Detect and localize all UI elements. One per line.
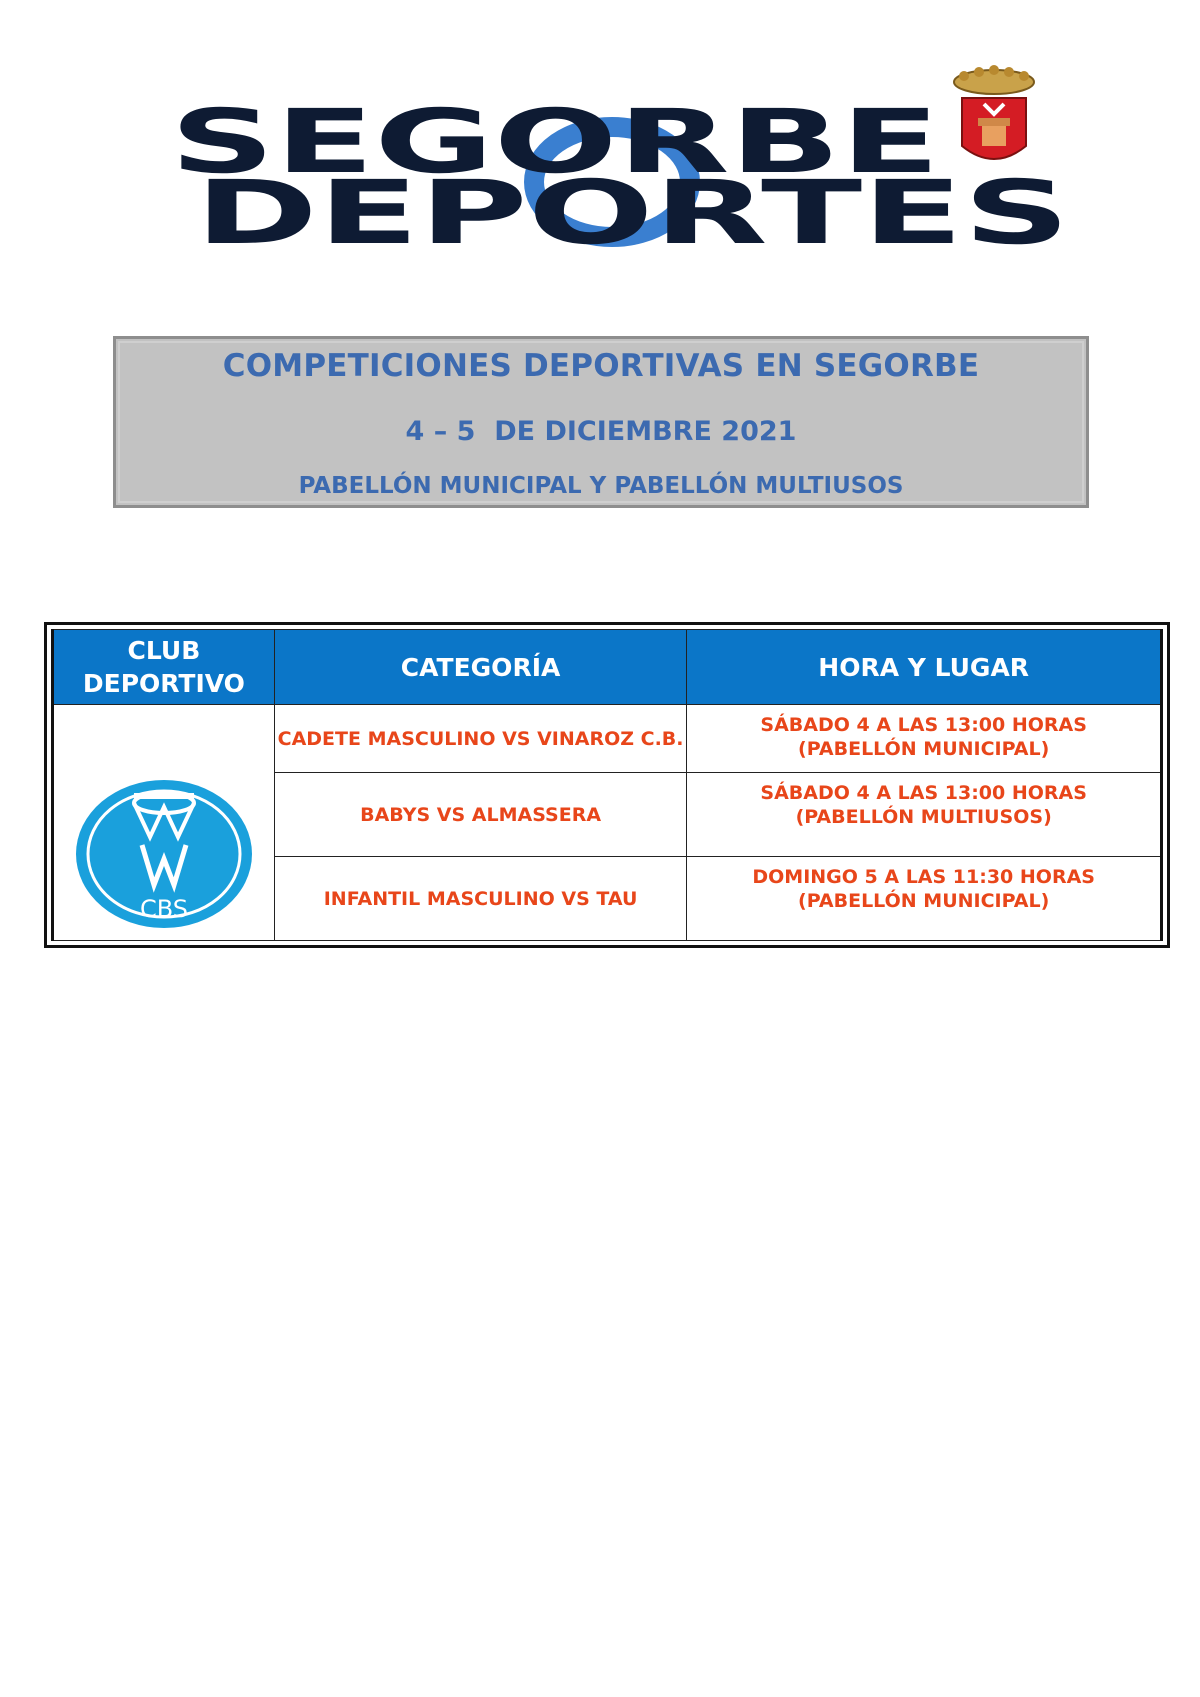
club-logo-cell xyxy=(53,705,275,941)
table-header-row xyxy=(53,630,1162,705)
place-text: (PABELLÓN MUNICIPAL) xyxy=(798,738,1050,760)
schedule-table xyxy=(51,629,1163,941)
event-title-box xyxy=(113,336,1089,508)
logo-line2: DEPORTES xyxy=(195,161,1070,250)
basketball-club-logo-icon xyxy=(72,777,256,931)
category-cell: BABYS VS ALMASSERA xyxy=(274,773,687,857)
time-place-cell xyxy=(687,857,1162,941)
time-text: SÁBADO 4 A LAS 13:00 HORAS xyxy=(760,714,1087,736)
schedule-table-frame xyxy=(44,622,1170,948)
place-text: (PABELLÓN MUNICIPAL) xyxy=(798,890,1050,913)
segorbe-deportes-logo xyxy=(160,60,1090,250)
coat-of-arms-icon xyxy=(954,65,1034,159)
column-header-time-place: HORA Y LUGAR xyxy=(687,630,1162,705)
column-header-category: CATEGORÍA xyxy=(274,630,687,705)
time-place-cell xyxy=(687,773,1162,857)
club-logo-text: CBS xyxy=(139,894,188,923)
place-text: (PABELLÓN MULTIUSOS) xyxy=(795,806,1052,829)
time-place-cell xyxy=(687,705,1162,773)
event-venues: PABELLÓN MUNICIPAL Y PABELLÓN MULTIUSOS xyxy=(298,473,904,499)
time-text: DOMINGO 5 A LAS 11:30 HORAS xyxy=(752,866,1095,889)
table-row xyxy=(53,705,1162,773)
logo-line1: SEGORBE xyxy=(170,90,940,193)
category-cell: INFANTIL MASCULINO VS TAU xyxy=(274,857,687,941)
event-dates: 4 – 5 DE DICIEMBRE 2021 xyxy=(405,416,797,447)
event-title: COMPETICIONES DEPORTIVAS EN SEGORBE xyxy=(222,348,980,384)
category-cell: CADETE MASCULINO VS VINAROZ C.B. xyxy=(274,705,687,773)
time-text: SÁBADO 4 A LAS 13:00 HORAS xyxy=(760,782,1087,805)
column-header-club: CLUB DEPORTIVO xyxy=(53,630,275,705)
